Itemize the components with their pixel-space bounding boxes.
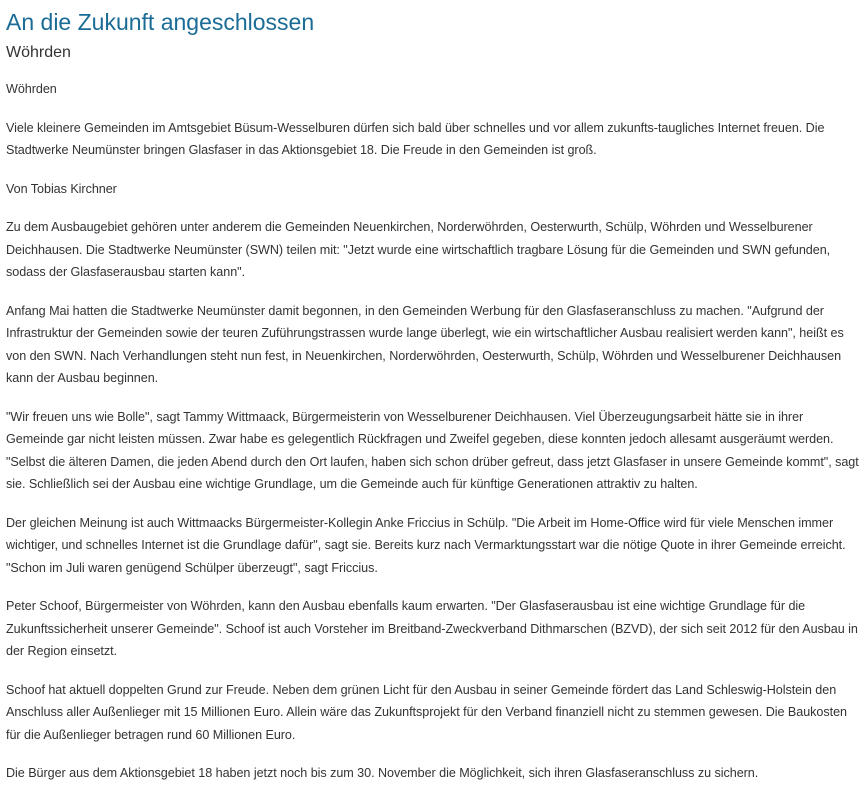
- lead-paragraph: Viele kleinere Gemeinden im Amtsgebiet Büsum-Wesselburen dürfen sich bald über schnelles und vor allem zukunfts-taugliches Internet freuen. Die Stadtwerke Neumünster bringen Glasfaser in das Aktionsgebiet 18. Die Freude in den Gemeinden ist groß.: [6, 120, 825, 157]
- article-subtitle: Wöhrden: [6, 44, 71, 61]
- body-paragraph: Der gleichen Meinung ist auch Wittmaacks Bürgermeister-Kollegin Anke Friccius in Schülp. "Die Arbeit im Home-Office wird für viele Menschen immer wichtiger, und schnelles Internet ist die Grundlage dafür", sagt sie. Bereits kurz nach Vermarktungsstart war die nötige Quote in ihrer Gemeinde erreicht. "Schon im Juli waren genügend Schülper überzeugt", sagt Friccius.: [6, 515, 846, 575]
- article-body: [6, 78, 859, 785]
- author-byline: Von Tobias Kirchner: [6, 181, 117, 196]
- closing-paragraph: Die Bürger aus dem Aktionsgebiet 18 haben jetzt noch bis zum 30. November die Möglichkeit, sich ihren Glasfaseranschluss zu sichern.: [6, 766, 759, 780]
- body-paragraph: "Wir freuen uns wie Bolle", sagt Tammy Wittmaack, Bürgermeisterin von Wesselburener Deichhausen. Viel Überzeugungsarbeit hätte sie in ihrer Gemeinde gar nicht leisten müssen. Zwar habe es gelegentlich Rückfragen und Zweifel gegeben, diese konnten jedoch allesamt ausgeräumt werden. "Selbst die älteren Damen, die jeden Abend durch den Ort laufen, haben sich schon drüber gefreut, dass jetzt Glasfaser in unsere Gemeinde kommt", sagt sie. Schließlich sei der Ausbau eine wichtige Grundlage, um die Gemeinde auch für künftige Generationen attraktiv zu halten.: [6, 409, 859, 491]
- body-paragraph: Anfang Mai hatten die Stadtwerke Neumünster damit begonnen, in den Gemeinden Werbung für den Glasfaseranschluss zu machen. "Aufgrund der Infrastruktur der Gemeinden sowie der teuren Zuführungstrassen wurde lange überlegt, wie ein wirtschaftlicher Ausbau realisiert werden kann", heißt es von den SWN. Nach Verhandlungen steht nun fest, in Neuenkirchen, Norderwöhrden, Oesterwurth, Schülp, Wöhrden und Wesselburener Deichhausen kann der Ausbau beginnen.: [6, 303, 844, 385]
- body-paragraph: Zu dem Ausbaugebiet gehören unter anderem die Gemeinden Neuenkirchen, Norderwöhrden, Oesterwurth, Schülp, Wöhrden und Wesselburener Deichhausen. Die Stadtwerke Neumünster (SWN) teilen mit: "Jetzt wurde eine wirtschaftlich tragbare Lösung für die Gemeinden und SWN gefunden, sodass der Glasfaserausbau starten kann".: [6, 220, 831, 279]
- body-paragraph: Peter Schoof, Bürgermeister von Wöhrden, kann den Ausbau ebenfalls kaum erwarten. "Der Glasfaserausbau ist eine wichtige Grundlage für die Zukunftssicherheit unserer Gemeinde". Schoof ist auch Vorsteher im Breitband-Zweckverband Dithmarschen (BZVD), der sich seit 2012 für den Ausbau in der Region einsetzt.: [6, 599, 858, 658]
- body-paragraph: Schoof hat aktuell doppelten Grund zur Freude. Neben dem grünen Licht für den Ausbau in seiner Gemeinde fördert das Land Schleswig-Holstein den Anschluss aller Außenlieger mit 15 Millionen Euro. Allein wäre das Zukunftsprojekt für den Verband finanziell nicht zu stemmen gewesen. Die Baukosten für die Außenlieger betragen rund 60 Millionen Euro.: [6, 682, 847, 742]
- page-title: An die Zukunft angeschlossen: [6, 9, 315, 35]
- dateline-paragraph: Wöhrden: [6, 82, 57, 96]
